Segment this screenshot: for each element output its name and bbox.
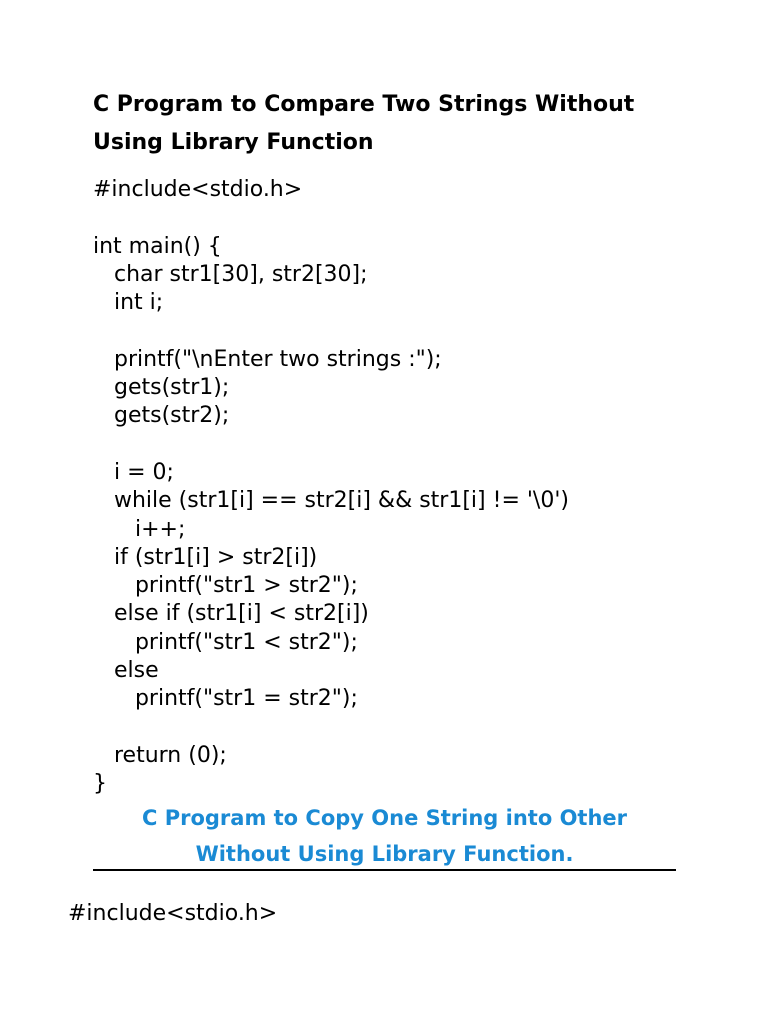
page-title: [93, 86, 693, 162]
code-line: if (str1[i] > str2[i]): [93, 544, 318, 570]
page-title-line-1: C Program to Compare Two Strings Without: [93, 92, 635, 117]
code-line: else if (str1[i] < str2[i]): [93, 601, 369, 627]
code-line: [93, 431, 569, 459]
code-line: [93, 317, 569, 345]
code-line: int main() {: [93, 233, 222, 259]
next-article-link[interactable]: [93, 800, 676, 872]
code-line: printf("\nEnter two strings :");: [93, 346, 442, 372]
code-line: #include<stdio.h>: [93, 177, 303, 202]
code-line: int i;: [93, 290, 164, 316]
code-line: gets(str2);: [93, 403, 230, 429]
code-line: while (str1[i] == str2[i] && str1[i] != '\0'): [93, 488, 569, 514]
code-line: else: [93, 658, 159, 684]
code-line: printf("str1 < str2");: [93, 629, 358, 655]
code-line: printf("str1 = str2");: [93, 686, 358, 712]
code-line: [93, 204, 569, 232]
code-line: }: [93, 771, 107, 797]
next-code-line: #include<stdio.h>: [68, 901, 278, 926]
next-article-link-line-1[interactable]: C Program to Copy One String into Other: [141, 806, 628, 830]
code-line: [93, 714, 569, 742]
next-article-link-line-2[interactable]: Without Using Library Function.: [195, 842, 574, 866]
code-line: printf("str1 > str2");: [93, 573, 358, 599]
code-line: char str1[30], str2[30];: [93, 261, 368, 287]
code-block: [93, 176, 569, 799]
code-line: gets(str1);: [93, 375, 230, 401]
code-line: i++;: [93, 516, 186, 542]
code-line: return (0);: [93, 742, 227, 768]
page-title-line-2: Using Library Function: [93, 130, 374, 155]
code-line: i = 0;: [93, 459, 174, 485]
horizontal-divider: [93, 869, 676, 871]
